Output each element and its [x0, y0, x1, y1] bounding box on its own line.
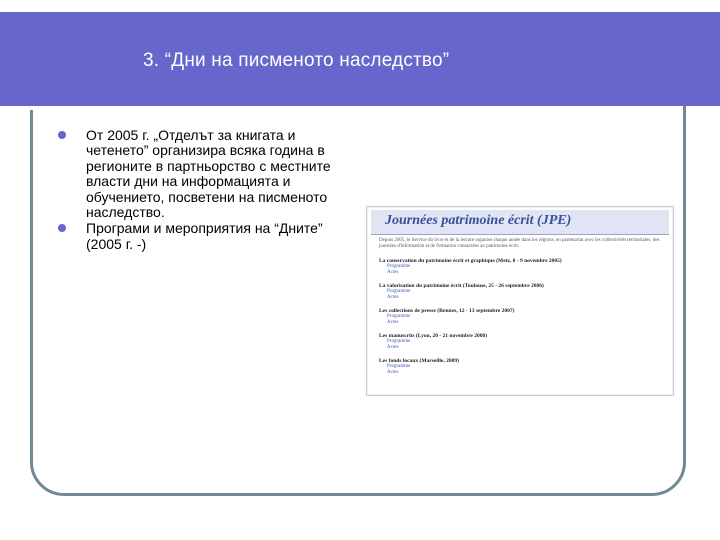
bullet-dot-icon — [58, 224, 66, 232]
section-link[interactable]: Programme — [387, 264, 411, 269]
title-bar — [0, 12, 720, 106]
webpage-section — [379, 358, 665, 376]
section-title: Les collections de presse (Rennes, 12 - 13 septembre 2007) — [379, 308, 515, 314]
webpage-title: Journées patrimoine écrit (JPE) — [385, 213, 572, 228]
webpage-section — [379, 258, 665, 276]
section-title: La conservation du patrimoine écrit et graphique (Metz, 8 - 9 novembre 2005) — [379, 258, 562, 264]
section-title: La valorisation du patrimoine écrit (Toulouse, 25 - 26 septembre 2006) — [379, 283, 544, 289]
bullet-item — [58, 128, 348, 220]
section-link[interactable]: Actes — [387, 370, 399, 375]
webpage-screenshot — [366, 206, 674, 396]
webpage-body — [379, 238, 665, 383]
webpage-header — [371, 210, 669, 235]
section-link[interactable]: Actes — [387, 345, 399, 350]
section-link[interactable]: Programme — [387, 364, 411, 369]
bullet-list — [58, 128, 348, 253]
bullet-text: Програми и мероприятия на “Дните” (2005 г. -) — [86, 220, 323, 252]
webpage-section — [379, 333, 665, 351]
section-link[interactable]: Actes — [387, 320, 399, 325]
section-link[interactable]: Programme — [387, 339, 411, 344]
section-link[interactable]: Programme — [387, 289, 411, 294]
section-title: Les fonds locaux (Marseille, 2009) — [379, 358, 459, 364]
slide-title: 3. “Дни на писменото наследство” — [143, 50, 450, 71]
title-underline — [0, 106, 636, 110]
section-link[interactable]: Actes — [387, 270, 399, 275]
section-title: Les manuscrits (Lyon, 20 - 21 novembre 2008) — [379, 333, 488, 339]
bullet-item — [58, 221, 348, 252]
webpage-intro: Depuis 2005, le Service du livre et de la lecture organise chaque année dans les régions, en partenariat avec les collectivités territoriales, des journées d'information et de formation consacrées au patrimoine écrit. — [379, 238, 660, 249]
section-link[interactable]: Programme — [387, 314, 411, 319]
bullet-dot-icon — [58, 131, 66, 139]
bullet-text: От 2005 г. „Отделът за книгата и четенето” организира всяка година в регионите в партньорство с местните власти дни на информацията и обучението, посветени на писменото наследство. — [86, 127, 331, 221]
webpage-section — [379, 308, 665, 326]
section-link[interactable]: Actes — [387, 295, 399, 300]
webpage-section — [379, 283, 665, 301]
